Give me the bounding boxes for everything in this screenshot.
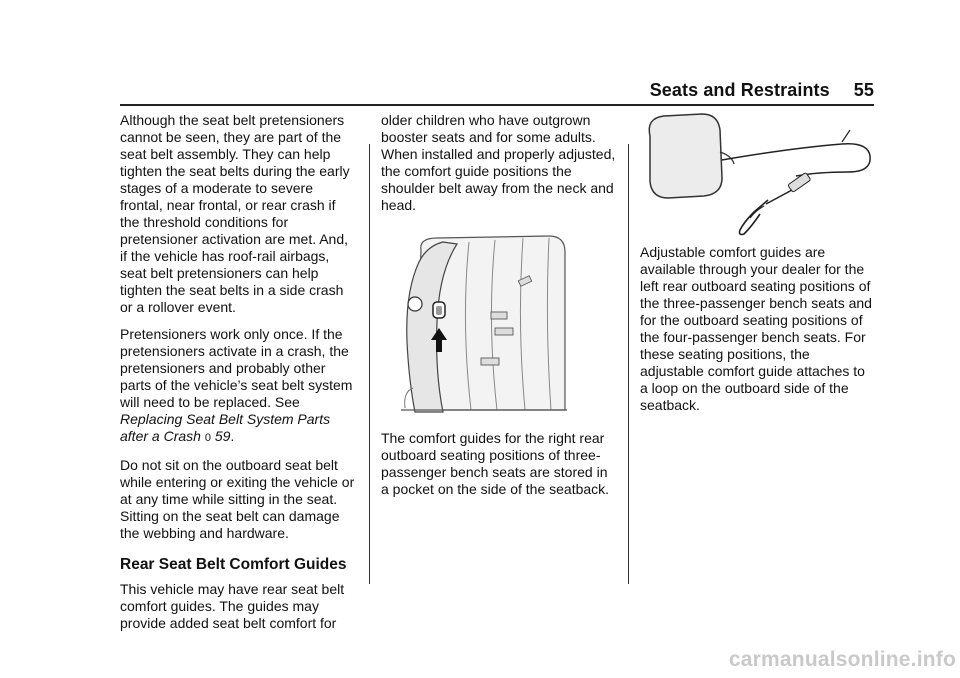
column-1 [120,112,358,642]
header-rule [120,104,874,106]
seatback-pocket-illustration [399,232,569,418]
paragraph-text: Pretensioners work only once. If the pretensioners activate in a crash, the pretensioners and probably other parts of the vehicle’s seat belt system will need to be replaced. See [120,326,353,410]
paragraph-adjustable-guides: Adjustable comfort guides are available through your dealer for the left rear outboard seating positions of the three-passenger bench seats and for the outboard seating positions of the four-passenger bench seats. For these seating positions, the adjustable comfort guide attaches to a loop on the outboard side of the seatback. [640,244,872,413]
paragraph-comfort-guides-intro: This vehicle may have rear seat belt comfort guides. The guides may provide added seat belt comfort for [120,581,345,631]
page-ref-arrow-icon: 0 [204,432,211,444]
section-title: Seats and Restraints [649,80,830,100]
paragraph-comfort-guides-cont: older children who have outgrown booster seats and for some adults. When installed and properly adjusted, the comfort guide positions the shoulder belt away from the neck and head. [381,112,616,213]
section-subheading: Rear Seat Belt Comfort Guides [120,556,347,573]
figure-caption: The comfort guides for the right rear outboard seating positions of three-passenger bench seats are stored in a pocket on the side of the seatback. [381,430,610,497]
column-3 [640,112,876,424]
watermark: carmanualsonline.info [728,648,956,671]
paragraph-pretensioners-once [120,326,358,447]
paragraph-end: . [230,428,235,444]
column-divider-1 [369,144,370,584]
paragraph-pretensioners: Although the seat belt pretensioners cannot be seen, they are part of the seat belt assembly. They can help tighten the seat belts during the early stages of a moderate to severe frontal, near frontal, or rear crash if the threshold conditions for pretensioner activation are met. And, if the vehicle has roof-rail airbags, seat belt pretensioners can help tighten the seat belts in a side crash or a rollover event. [120,112,350,315]
cross-reference-link[interactable]: Replacing Seat Belt System Parts after a Crash [120,411,331,444]
page-header [650,80,874,101]
cross-reference-page[interactable]: 59 [214,428,231,444]
column-divider-2 [628,144,629,584]
column-2 [381,112,617,508]
comfort-guide-illustration [642,108,874,238]
paragraph-do-not-sit: Do not sit on the outboard seat belt while entering or exiting the vehicle or at any time while sitting in the seat. Sitting on the seat belt can damage the webbing and hardware. [120,457,355,541]
page-number: 55 [853,80,874,100]
